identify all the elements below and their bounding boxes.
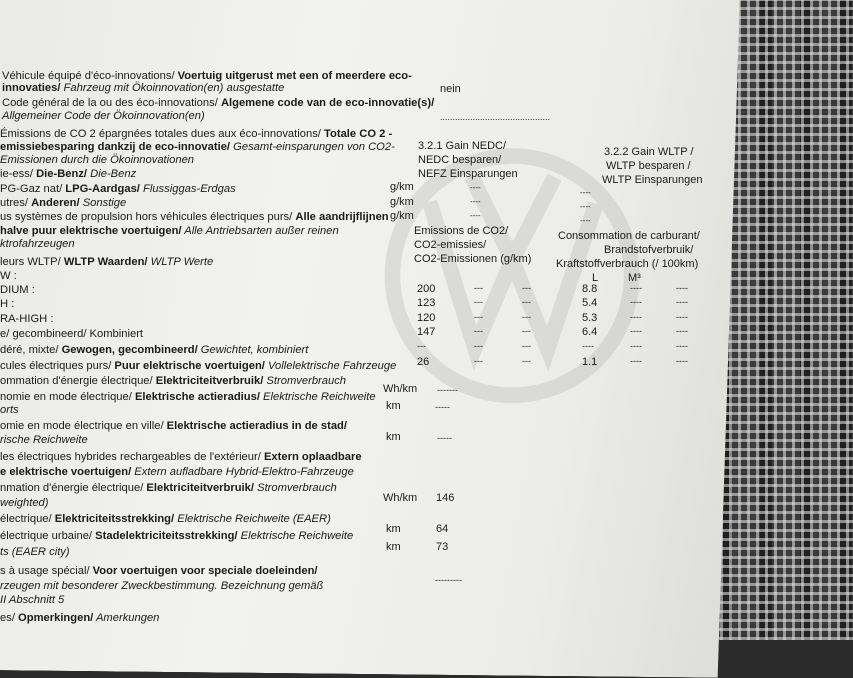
text-line	[0, 328, 143, 341]
wltp-cell-a: ---	[474, 312, 483, 322]
text-line	[0, 183, 236, 196]
text-nl: WLTP Waarden/	[63, 256, 148, 268]
ev-range-unit: km	[386, 400, 401, 412]
text-line	[0, 225, 339, 238]
text-fr: nomie en mode électrique/	[0, 391, 135, 403]
wltp-cell-a: ---	[474, 283, 483, 293]
text-nl: Puur elektrische voertuigen/	[114, 360, 265, 372]
text-de: Stromverbrauch	[254, 482, 337, 494]
text-de: Gewichtet, kombiniert	[197, 344, 309, 356]
text-fr: Code général de la ou des éco-innovations/	[2, 97, 221, 109]
wltp-cell-m: ----	[630, 326, 642, 336]
wltp-cell-b: ---	[522, 297, 531, 307]
phev-eaer-city-value: 73	[436, 541, 449, 553]
wltp-cell-co2: 147	[417, 326, 436, 338]
phev-cons-value: 146	[436, 492, 455, 504]
header-co2-line: CO2-Emissionen (g/km)	[414, 253, 532, 265]
text-fr: H :	[0, 298, 15, 310]
text-fr: ie-ess/	[0, 168, 37, 180]
dash-cell: ----	[580, 202, 591, 211]
text-nl: Elektriciteitverbruik/	[155, 375, 264, 387]
dash-cell: ----	[470, 183, 481, 192]
text-de: WLTP Werte	[147, 256, 214, 268]
text-nl: Gewogen, gecombineerd/	[61, 344, 198, 356]
text-nl: Totale CO 2 -	[324, 128, 393, 140]
text-line	[0, 420, 347, 433]
text-fr: DIUM :	[0, 284, 35, 296]
phev-cons-unit: Wh/km	[383, 492, 418, 504]
text-fr: électrique/	[0, 513, 55, 525]
wltp-cell-a: ---	[474, 356, 483, 366]
wltp-cell-b: ---	[522, 326, 531, 336]
wltp-cell-b: ---	[522, 341, 531, 351]
text-line	[0, 284, 35, 297]
text-de: orts	[0, 404, 19, 416]
ev-cons-unit: Wh/km	[383, 383, 418, 395]
text-de: rzeugen mit besonderer Zweckbestimmung. Bezeichnung gemäß	[0, 580, 324, 592]
text-fr: omie en mode électrique en ville/	[0, 420, 167, 432]
wltp-cell-co2: ---	[417, 341, 426, 351]
header-co2-line: CO2-emissies/	[414, 239, 487, 251]
text-line	[0, 594, 64, 607]
header-wltp-line: 3.2.2 Gain WLTP /	[604, 146, 694, 158]
text-line	[0, 344, 308, 357]
header-fuel-line: Consommation de carburant/	[558, 230, 700, 242]
text-line	[0, 211, 389, 224]
wltp-cell-co2: 120	[417, 312, 436, 324]
text-line	[0, 546, 70, 559]
text-de: Elektrische Reichweite	[237, 530, 354, 542]
text-de: Die-Benz	[87, 168, 137, 180]
text-fr: es/	[0, 612, 19, 624]
ev-city-value: -----	[437, 433, 452, 443]
text-fr: déré, mixte/	[0, 344, 62, 356]
text-nl: Die-Benz/	[36, 168, 88, 180]
text-de: Amerkungen	[93, 612, 160, 624]
text-de: Sonstige	[79, 197, 127, 209]
text-line	[0, 451, 362, 464]
unit-liters: L	[592, 272, 599, 284]
text-de: Emissionen durch die Ökoinnovationen	[0, 154, 195, 166]
text-line	[0, 238, 75, 251]
text-de: Alle Antriebsarten außer reinen	[181, 225, 339, 237]
text-line	[2, 97, 434, 110]
text-nl: Anderen/	[31, 197, 80, 209]
text-fr: électrique urbaine/	[0, 530, 96, 542]
text-line	[0, 497, 49, 510]
text-nl: Alle aandrijflijnen	[295, 211, 389, 223]
header-nedc-line: 3.2.1 Gain NEDC/	[418, 140, 507, 152]
text-line	[0, 466, 354, 479]
text-fr: PG-Gaz nat/	[0, 183, 66, 195]
text-line	[0, 360, 396, 373]
text-fr: Émissions de CO 2 épargnées totales dues aux éco-innovations/	[0, 128, 325, 140]
text-fr: leurs WLTP/	[0, 256, 64, 268]
text-nl: Elektrische actieradius in de stad/	[166, 420, 347, 432]
text-line	[0, 298, 14, 311]
text-line	[0, 375, 346, 388]
text-line	[0, 612, 159, 625]
wltp-cell-co2: 200	[417, 283, 436, 295]
header-co2-line: Emissions de CO2/	[414, 225, 509, 237]
unit-gkm: g/km	[390, 196, 414, 208]
wltp-cell-b: ---	[522, 312, 531, 322]
text-de: ts (EAER city)	[0, 546, 70, 558]
text-line	[0, 482, 337, 495]
text-de: rische Reichweite	[0, 434, 88, 446]
text-nl: Elektriciteitsstrekking/	[54, 513, 175, 525]
text-de: II Abschnitt 5	[0, 594, 65, 606]
text-nl: Stadelektriciteitsstrekking/	[95, 530, 238, 542]
unit-gkm: g/km	[390, 181, 414, 193]
text-nl: halve puur elektrische voertuigen/	[0, 225, 182, 237]
wltp-cell-b: ---	[522, 356, 531, 366]
text-line	[0, 513, 331, 526]
text-fr: cules électriques purs/	[0, 360, 115, 372]
text-de: Vollelektrische Fahrzeuge	[264, 360, 397, 372]
header-nedc-line: NEDC besparen/	[418, 154, 502, 166]
header-nedc-line: NEFZ Einsparungen	[418, 168, 518, 180]
text-nl: Extern oplaadbare	[263, 451, 362, 463]
wltp-cell-l: 8.8	[582, 283, 598, 295]
text-de: Gesamt-einsparungen von CO2-	[230, 141, 395, 153]
text-line	[0, 580, 323, 593]
wltp-cell-m: ----	[630, 341, 642, 351]
text-line	[0, 404, 19, 417]
header-wltp-line: WLTP besparen /	[606, 160, 691, 172]
text-de: Stromverbrauch	[263, 375, 347, 387]
text-de: Extern aufladbare Hybrid-Elektro-Fahrzeuge	[131, 466, 354, 478]
text-fr: les électriques hybrides rechargeables de l'extérieur/	[0, 451, 264, 463]
wltp-cell-z: ----	[676, 297, 688, 307]
text-de: Elektrische Reichweite	[259, 391, 376, 403]
text-line	[0, 270, 17, 283]
text-de: ktrofahrzeugen	[0, 238, 75, 250]
wltp-cell-z: ----	[676, 326, 688, 336]
text-nl: Elektrische actieradius/	[134, 391, 260, 403]
header-wltp-line: WLTP Einsparungen	[602, 174, 703, 186]
text-fr: RA-HIGH :	[0, 313, 54, 325]
text-fr: ommation d'énergie électrique/	[0, 375, 156, 387]
wltp-cell-z: ----	[676, 356, 688, 366]
text-line	[0, 154, 194, 167]
special-purpose-value: ---------	[435, 575, 462, 585]
dash-cell: ----	[470, 211, 481, 220]
text-nl: LPG-Aardgas/	[65, 183, 140, 195]
header-fuel-line: Brandstofverbruik/	[604, 244, 694, 256]
phev-eaer-city-unit: km	[386, 541, 401, 553]
ev-cons-value: -------	[437, 385, 458, 395]
text-line	[2, 82, 284, 95]
wltp-cell-l: 1.1	[582, 356, 598, 368]
phev-eaer-unit: km	[386, 523, 401, 535]
eco-code-dots: ............................................	[440, 112, 551, 122]
text-line	[0, 313, 53, 326]
text-nl: emissiebesparing dankzij de eco-innovatie/	[0, 141, 231, 153]
wltp-cell-m: ----	[630, 297, 642, 307]
text-fr: nmation d'énergie électrique/	[0, 482, 147, 494]
text-line	[0, 197, 126, 210]
text-line	[0, 391, 376, 404]
text-line	[0, 168, 136, 181]
wltp-cell-m: ----	[630, 312, 642, 322]
text-fr: e/ gecombineerd/ Kombiniert	[0, 328, 144, 340]
text-line	[0, 256, 213, 269]
wltp-cell-m: ----	[630, 283, 642, 293]
wltp-cell-z: ----	[676, 341, 688, 351]
wltp-cell-b: ---	[522, 283, 531, 293]
ev-range-value: -----	[435, 402, 450, 412]
text-line	[0, 434, 88, 447]
text-de: Flussiggas-Erdgas	[139, 183, 236, 195]
wltp-cell-l: 6.4	[582, 326, 598, 338]
text-line	[0, 128, 392, 141]
wltp-cell-l: ----	[582, 341, 594, 351]
wltp-cell-co2: 123	[417, 297, 436, 309]
text-nl: Voertuig uitgerust met een of meerdere eco-	[177, 70, 412, 82]
unit-m3: M³	[628, 272, 641, 284]
text-nl: Elektriciteitverbruik/	[146, 482, 254, 494]
text-fr: s à usage spécial/	[0, 565, 93, 577]
dash-cell: ----	[470, 197, 481, 206]
text-de: Allgemeiner Code der Ökoinnovation(en)	[2, 110, 205, 122]
text-nl: Algemene code van de eco-innovatie(s)/	[220, 97, 435, 109]
dash-cell: ----	[580, 216, 591, 225]
text-nl: Voor voertuigen voor speciale doeleinden/	[92, 565, 318, 577]
header-fuel-line: Kraftstoffverbrauch (/ 100km)	[556, 258, 699, 270]
wltp-cell-a: ---	[474, 341, 483, 351]
wltp-cell-z: ----	[676, 283, 688, 293]
text-de: weighted)	[0, 497, 49, 509]
text-fr: Véhicule équipé d'éco-innovations/	[2, 70, 178, 82]
text-de: Elektrische Reichweite (EAER)	[174, 513, 331, 525]
wltp-cell-z: ----	[676, 312, 688, 322]
text-line	[2, 110, 205, 123]
text-nl: Opmerkingen/	[18, 612, 94, 624]
dash-cell: ----	[580, 188, 591, 197]
wltp-cell-co2: 26	[417, 356, 430, 368]
phev-eaer-value: 64	[436, 523, 449, 535]
wltp-cell-m: ----	[630, 356, 642, 366]
text-fr: utres/	[0, 197, 32, 209]
text-line	[0, 530, 353, 543]
text-fr: us systèmes de propulsion hors véhicules électriques purs/	[0, 211, 296, 223]
wltp-cell-l: 5.4	[582, 297, 598, 309]
wltp-cell-a: ---	[474, 297, 483, 307]
text-line	[0, 141, 395, 154]
unit-gkm: g/km	[390, 210, 414, 222]
ev-city-unit: km	[386, 431, 401, 443]
text-line	[0, 565, 318, 578]
text-fr: W :	[0, 270, 17, 282]
wltp-cell-l: 5.3	[582, 312, 598, 324]
text-nl: innovaties/	[2, 82, 61, 94]
text-de: Fahrzeug mit Ökoinnovation(en) ausgestatte	[60, 82, 285, 94]
text-nl: e elektrische voertuigen/	[0, 466, 132, 478]
eco-innovation-value: nein	[440, 83, 461, 95]
wltp-cell-a: ---	[474, 326, 483, 336]
